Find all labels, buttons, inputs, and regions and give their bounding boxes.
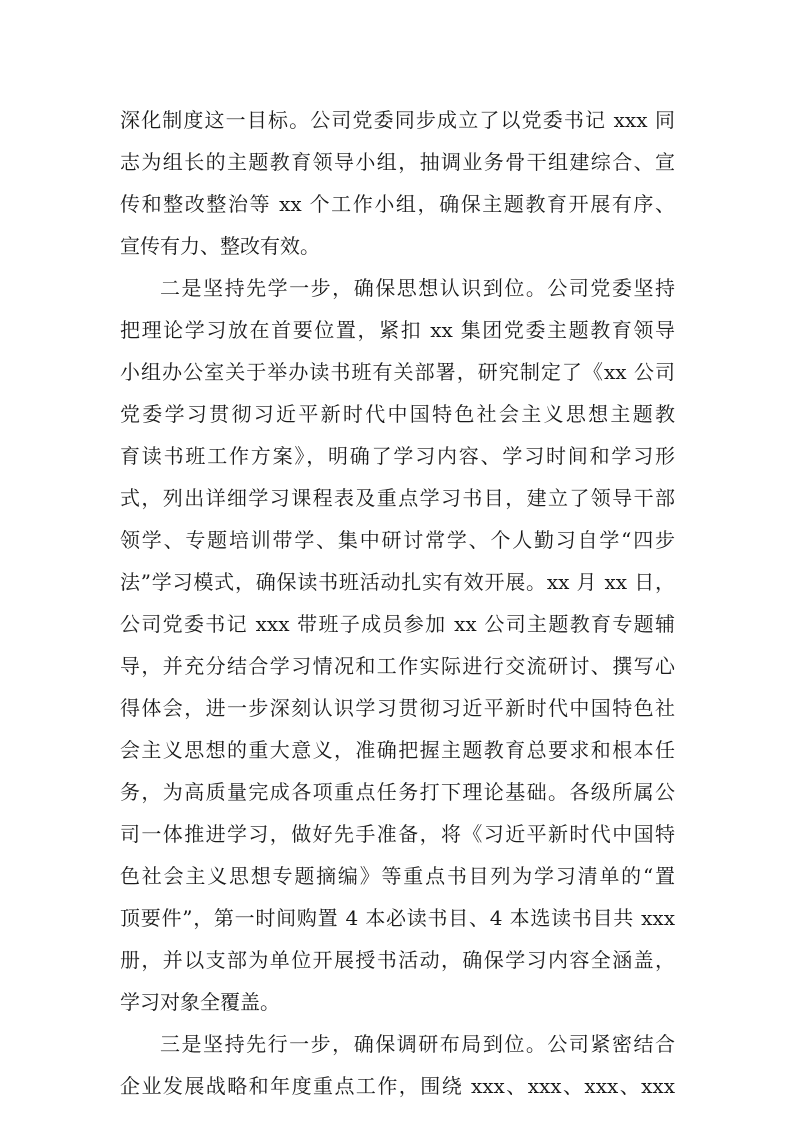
text-line: 党委学习贯彻习近平新时代中国特色社会主义思想主题教 — [120, 402, 675, 426]
text-line: 企业发展战略和年度重点工作，围绕 xxx、xxx、xxx、xxx — [120, 1074, 675, 1098]
text-line: 导，并充分结合学习情况和工作实际进行交流研讨、撰写心 — [120, 654, 675, 678]
text-line: 司一体推进学习，做好先手准备，将《习近平新时代中国特 — [120, 822, 675, 846]
text-line: 务，为高质量完成各项重点任务打下理论基础。各级所属公 — [120, 780, 675, 804]
text-line: 法”学习模式，确保读书班活动扎实有效开展。xx 月 xx 日， — [120, 570, 675, 594]
text-line: 深化制度这一目标。公司党委同步成立了以党委书记 xxx 同 — [120, 108, 675, 132]
text-line: 传和整改整治等 xx 个工作小组，确保主题教育开展有序、 — [120, 192, 675, 216]
text-line: 得体会，进一步深刻认识学习贯彻习近平新时代中国特色社 — [120, 696, 675, 720]
text-line: 册，并以支部为单位开展授书活动，确保学习内容全涵盖， — [120, 948, 675, 972]
text-line: 公司党委书记 xxx 带班子成员参加 xx 公司主题教育专题辅 — [120, 612, 675, 636]
text-line: 小组办公室关于举办读书班有关部署，研究制定了《xx 公司 — [120, 360, 675, 384]
text-line: 会主义思想的重大意义，准确把握主题教育总要求和根本任 — [120, 738, 675, 762]
paragraph-first-line: 三是坚持先行一步，确保调研布局到位。公司紧密结合 — [160, 1032, 675, 1056]
text-line: 志为组长的主题教育领导小组，抽调业务骨干组建综合、宣 — [120, 150, 675, 174]
text-line: 式，列出详细学习课程表及重点学习书目，建立了领导干部 — [120, 486, 675, 510]
text-line: 学习对象全覆盖。 — [120, 990, 280, 1014]
text-line: 顶要件”，第一时间购置 4 本必读书目、4 本选读书目共 xxx — [120, 906, 675, 930]
text-line: 育读书班工作方案》，明确了学习内容、学习时间和学习形 — [120, 444, 675, 468]
text-line: 领学、专题培训带学、集中研讨常学、个人勤习自学“四步 — [120, 528, 675, 552]
text-line: 宣传有力、整改有效。 — [120, 234, 320, 258]
text-line: 色社会主义思想专题摘编》等重点书目列为学习清单的“置 — [120, 864, 675, 888]
paragraph-first-line: 二是坚持先学一步，确保思想认识到位。公司党委坚持 — [160, 276, 675, 300]
text-line: 把理论学习放在首要位置，紧扣 xx 集团党委主题教育领导 — [120, 318, 675, 342]
